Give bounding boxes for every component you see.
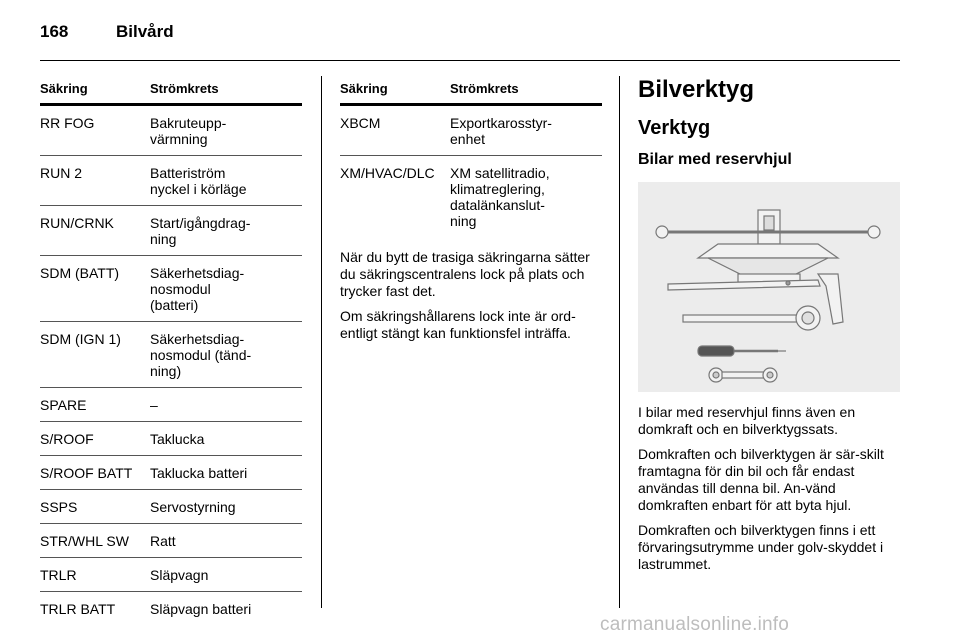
table-row [40,206,302,256]
page-header [40,22,174,44]
table-row [40,456,302,490]
fuse-name-cell: RUN 2 [40,156,150,206]
circuit-cell: Servostyrning [150,490,302,524]
table-header-row [340,76,602,105]
fuse-table-right [340,76,602,237]
table-row [40,422,302,456]
column-divider [321,76,322,608]
right-column [638,76,900,573]
paragraph-storage-location: Domkraften och bilverktygen finns i ett förvaringsutrymme under golv-skyddet i lastrummet. [638,522,884,572]
table-row [40,256,302,322]
fuse-name-cell: RUN/CRNK [40,206,150,256]
fuse-name-cell: TRLR BATT [40,601,116,617]
fuse-name-cell: SDM (BATT) [40,256,150,322]
column-divider [619,76,620,608]
table-row [40,592,302,626]
circuit-cell: Batteriström nyckel i körläge [150,156,302,206]
circuit-cell: XM satellitradio, klimatreglering, datalänkanslut- ning [450,165,550,229]
circuit-cell: Säkerhetsdiag- nosmodul (batteri) [150,256,302,322]
circuit-cell: – [150,388,302,422]
fuse-name-cell: SDM (IGN 1) [40,322,150,388]
tool-kit-figure [638,182,900,392]
table-row [40,156,302,206]
circuit-cell: Exportkarosstyr- enhet [450,105,602,156]
circuit-cell: Bakruteupp- värmning [150,105,302,156]
wheel-wrench-icon [683,306,820,330]
circuit-cell: Taklucka [150,422,302,456]
tool-kit-illustration [638,182,900,392]
table-row [40,105,302,156]
column-header-fuse: Säkring [340,76,450,105]
fuse-table-left [40,76,302,625]
column-header-fuse: Säkring [40,76,150,105]
circuit-cell: Start/igångdrag- ning [150,206,302,256]
fuse-name-cell: RR FOG [40,105,150,156]
section-heading: Bilverktyg [638,76,755,103]
sub-subsection-heading: Bilar med reservhjul [638,151,792,168]
fuse-table-right-body [340,105,602,238]
circuit-cell: Ratt [150,524,302,558]
paragraph-jack-kit: I bilar med reservhjul finns även en domkraft och en bilverktygssats. [638,404,856,437]
table-row [340,156,602,238]
table-row [340,105,602,156]
table-header-row [40,76,302,105]
header-rule [40,60,900,61]
fuse-name-cell: S/ROOF [40,422,150,456]
paragraph-vehicle-specific: Domkraften och bilverktygen är sär-skilt framtagna för din bil och får endast användas till denna bil. An-vänd domkraften enbart för att byta hjul. [638,446,884,513]
circuit-cell: Släpvagn [150,558,302,592]
paragraph-fuse-cover-warning: Om säkringshållarens lock inte är ord-entligt stängt kan funktionsfel inträffa. [340,308,576,341]
page-number: 168 [40,22,69,41]
column-header-circuit: Strömkrets [150,76,302,105]
fuse-table-left-body [40,105,302,626]
fuse-name-cell: SPARE [40,388,150,422]
fuse-name-cell: S/ROOF BATT [40,456,150,490]
table-row [40,490,302,524]
watermark: carmanualsonline.info [600,614,790,635]
page-title: Bilvård [116,22,174,41]
left-column [40,76,302,625]
table-row [40,322,302,388]
table-row [40,524,302,558]
table-row [40,558,302,592]
car-jack-icon [656,210,880,282]
fuse-name-cell: TRLR [40,558,150,592]
table-row [40,388,302,422]
towing-eye-icon [709,368,777,382]
paragraph-replace-fuse: När du bytt de trasiga säkringarna sätter du säkringscentralens lock på plats och trycker fast det. [340,249,590,299]
subsection-heading: Verktyg [638,117,711,139]
circuit-cell: Släpvagn batteri [150,601,252,617]
circuit-cell: Säkerhetsdiag- nosmodul (tänd- ning) [150,322,302,388]
fuse-name-cell: XM/HVAC/DLC [340,165,435,181]
fuse-name-cell: STR/WHL SW [40,524,150,558]
middle-column [340,76,602,342]
column-header-circuit: Strömkrets [450,76,602,105]
screwdriver-icon [698,346,786,356]
fuse-name-cell: SSPS [40,490,150,524]
fuse-name-cell: XBCM [340,105,450,156]
circuit-cell: Taklucka batteri [150,456,302,490]
